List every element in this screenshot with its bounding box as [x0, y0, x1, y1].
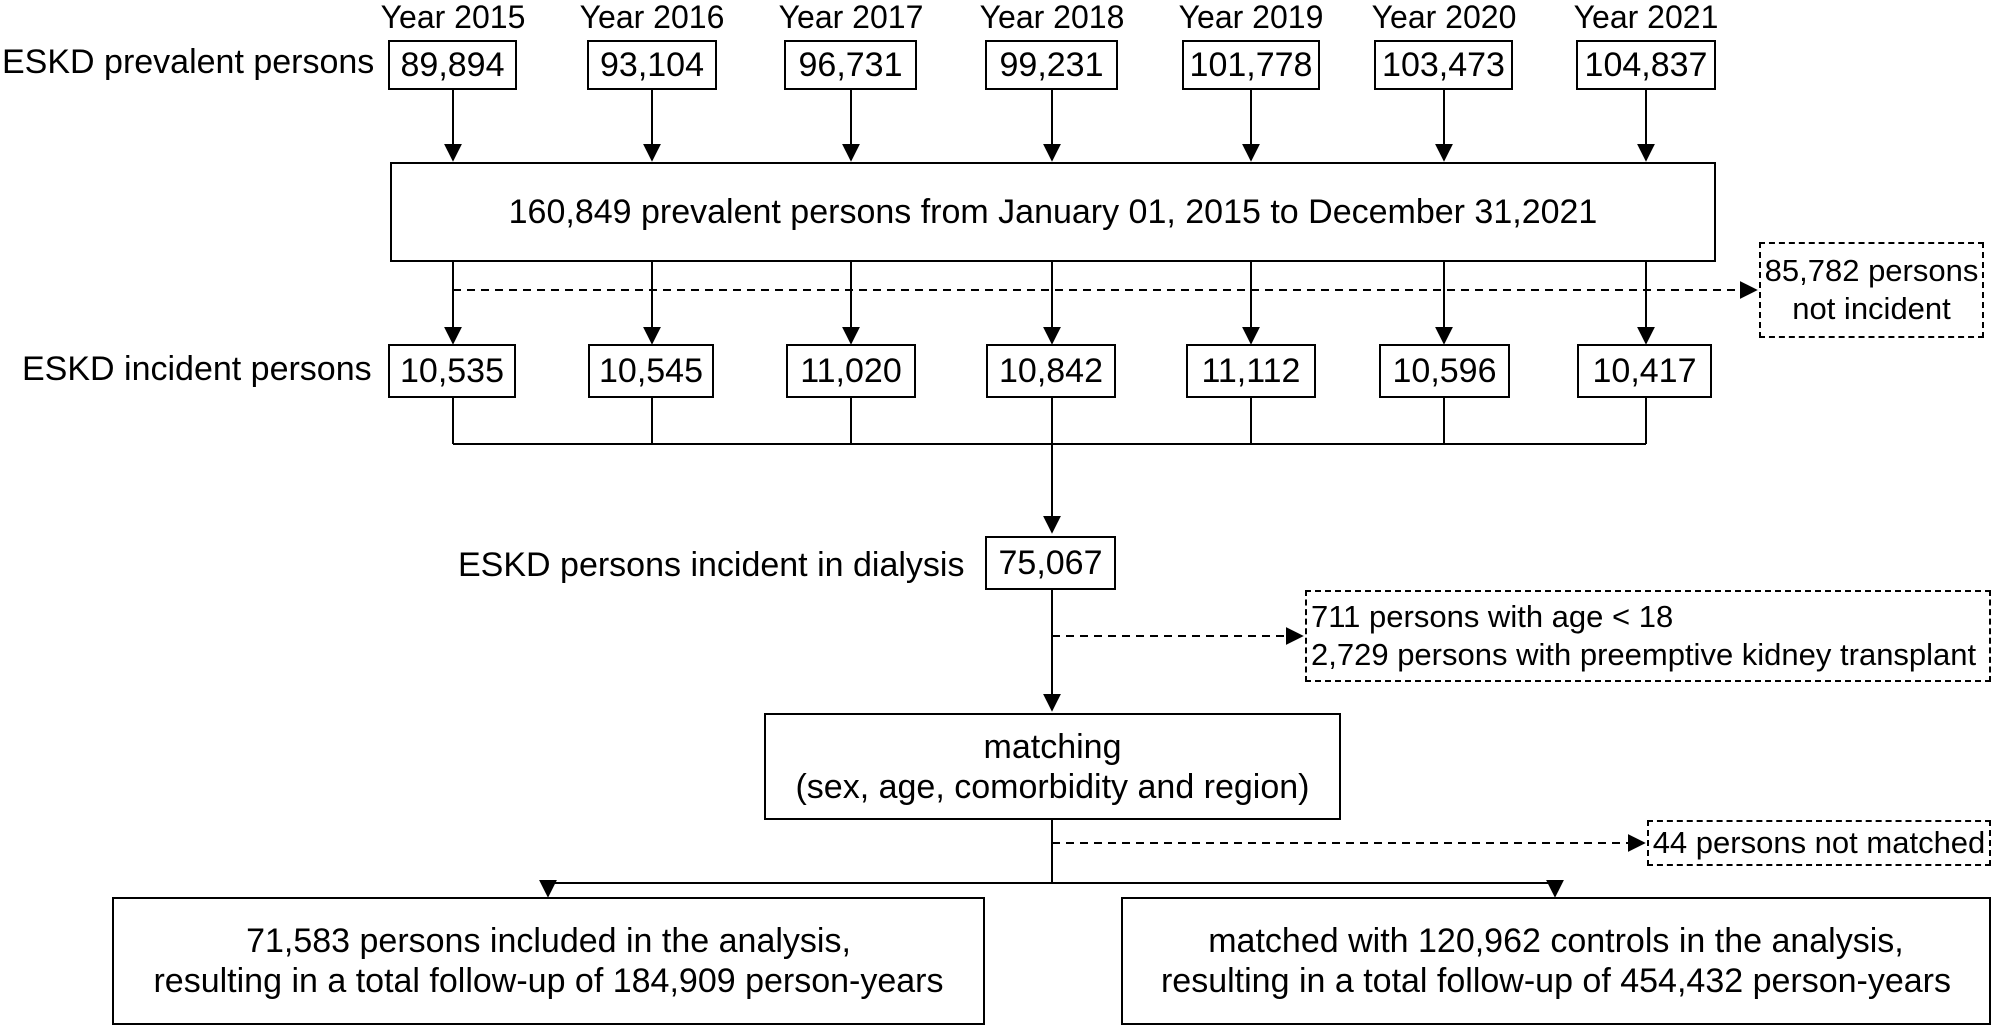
included-line2: resulting in a total follow-up of 184,909 person-years	[153, 962, 944, 1000]
year-label: Year 2019	[1178, 0, 1324, 35]
incident-box-2016: 10,545	[588, 344, 714, 398]
prevalent-box-2021: 104,837	[1576, 40, 1716, 90]
prevalent-box-2016: 93,104	[587, 40, 717, 90]
dialysis-label: ESKD persons incident in dialysis	[458, 546, 965, 584]
year-label: Year 2021	[1573, 0, 1719, 35]
prevalent-box-2015: 89,894	[388, 40, 517, 90]
included-box	[112, 897, 985, 1025]
prevalent-box-2018: 99,231	[985, 40, 1118, 90]
incident-row-label: ESKD incident persons	[22, 350, 372, 388]
excluded-age: 711 persons with age < 18	[1311, 599, 1674, 634]
controls-line1: matched with 120,962 controls in the analysis,	[1208, 922, 1904, 960]
prevalent-row-label: ESKD prevalent persons	[2, 43, 375, 81]
incident-box-2015: 10,535	[388, 344, 516, 398]
year-label: Year 2016	[579, 0, 725, 35]
year-label: Year 2017	[778, 0, 924, 35]
not-incident-box	[1759, 242, 1984, 338]
year-label: Year 2015	[380, 0, 526, 35]
matching-criteria: (sex, age, comorbidity and region)	[795, 767, 1310, 806]
incident-box-2018: 10,842	[986, 344, 1116, 398]
incident-box-2019: 11,112	[1186, 344, 1316, 398]
incident-box-2017: 11,020	[786, 344, 916, 398]
not-matched-box: 44 persons not matched	[1647, 820, 1991, 866]
year-label: Year 2018	[979, 0, 1125, 35]
prevalent-box-2019: 101,778	[1182, 40, 1320, 90]
total-prevalent-box: 160,849 prevalent persons from January 01, 2015 to December 31,2021	[390, 162, 1716, 262]
excluded-box	[1305, 590, 1991, 682]
not-incident-line2: not incident	[1792, 291, 1951, 326]
incident-box-2021: 10,417	[1577, 344, 1712, 398]
incident-box-2020: 10,596	[1379, 344, 1510, 398]
matching-box	[764, 713, 1341, 820]
year-label: Year 2020	[1371, 0, 1517, 35]
prevalent-box-2020: 103,473	[1374, 40, 1513, 90]
included-line1: 71,583 persons included in the analysis,	[246, 922, 851, 960]
prevalent-box-2017: 96,731	[784, 40, 917, 90]
controls-line2: resulting in a total follow-up of 454,432 person-years	[1160, 962, 1952, 1000]
dialysis-box: 75,067	[985, 536, 1116, 590]
not-incident-line1: 85,782 persons	[1764, 253, 1979, 288]
excluded-transplant: 2,729 persons with preemptive kidney transplant	[1311, 637, 1977, 672]
matching-title: matching	[983, 727, 1122, 766]
controls-box	[1121, 897, 1991, 1025]
